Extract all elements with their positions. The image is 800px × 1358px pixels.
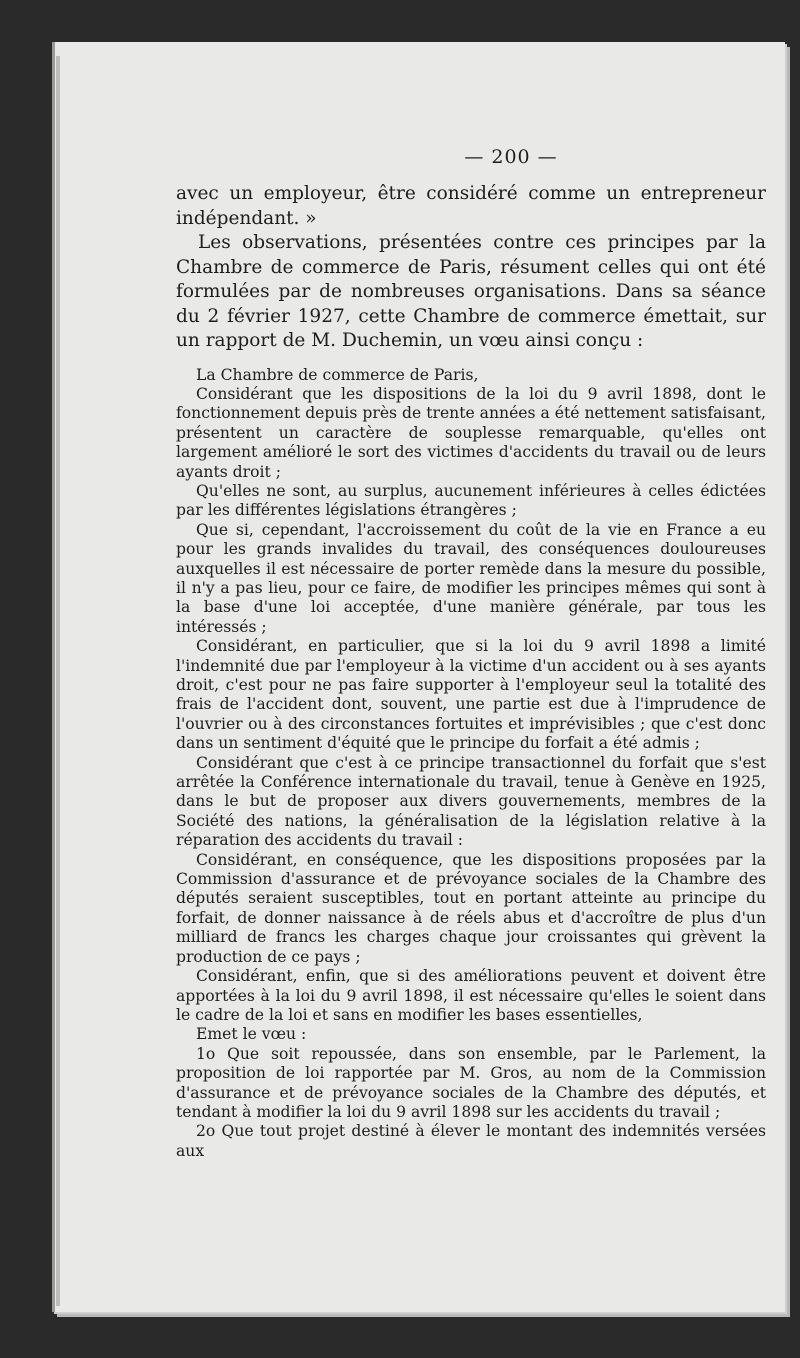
page-content: [176, 146, 766, 1161]
resolution-paragraph: 1o Que soit repoussée, dans son ensemble, par le Parlement, la proposition de loi rapportée par M. Gros, au nom de la Commission d'assurance et de prévoyance sociales de la Chambre des députés, et tendant à modifier la loi du 9 avril 1898 sur les accidents du travail ;: [176, 1044, 766, 1121]
resolution-paragraph: Considérant, enfin, que si des améliorations peuvent et doivent être apportées à la loi du 9 avril 1898, il est nécessaire qu'elles le soient dans le cadre de la loi et sans en modifier les bases essentielles,: [176, 967, 766, 1024]
intro-paragraph: avec un employeur, être considéré comme un entrepreneur indépendant. »: [176, 183, 766, 229]
resolution-paragraph: Emet le vœu :: [196, 1025, 307, 1044]
page-edge: [56, 56, 60, 1306]
resolution-paragraph: Considérant que c'est à ce principe transactionnel du forfait que s'est arrêtée la Conférence internationale du travail, tenue à Genève en 1925, dans le but de proposer aux divers gouvernements, membres de la Société des nations, la généralisation de la législation relative à la réparation des accidents du travail :: [176, 753, 766, 850]
resolution-text: [176, 366, 766, 1162]
resolution-paragraph: Qu'elles ne sont, au surplus, aucunement inférieures à celles édictées par les différentes législations étrangères ;: [176, 481, 766, 520]
page-number: — 200 —: [464, 146, 558, 168]
resolution-paragraph: La Chambre de commerce de Paris,: [196, 365, 479, 384]
intro-paragraph: Les observations, présentées contre ces principes par la Chambre de commerce de Paris, résument celles qui ont été formulées par de nombreuses organisations. Dans sa séance du 2 février 1927, cette Chambre de commerce émettait, sur un rapport de M. Duchemin, un vœu ainsi conçu :: [176, 232, 766, 351]
resolution-paragraph: Considérant, en conséquence, que les dispositions proposées par la Commission d'assurance et de prévoyance sociales de la Chambre des députés seraient susceptibles, tout en portant atteinte au principe du forfait, de donner naissance à de réels abus et d'accroître de plus d'un milliard de francs les charges chaque jour croissantes qui grèvent la production de ce pays ;: [176, 850, 766, 966]
resolution-paragraph: Considérant que les dispositions de la loi du 9 avril 1898, dont le fonctionnement depuis près de trente années a été nettement satisfaisant, présentent un caractère de souplesse remarquable, qu'elles ont largement amélioré le sort des victimes d'accidents du travail ou de leurs ayants droit ;: [176, 384, 766, 481]
resolution-paragraph: Considérant, en particulier, que si la loi du 9 avril 1898 a limité l'indemnité due par l'employeur à la victime d'un accident ou à ses ayants droit, c'est pour ne pas faire supporter à l'employeur seul la totalité des frais de l'accident dont, souvent, une partie est due à l'imprudence de l'ouvrier ou à des circonstances fortuites et imprévisibles ; que c'est donc dans un sentiment d'équité que le principe du forfait a été admis ;: [176, 637, 766, 753]
resolution-paragraph: Que si, cependant, l'accroissement du coût de la vie en France a eu pour les grands invalides du travail, des conséquences douloureuses auxquelles il est nécessaire de porter remède dans la mesure du possible, il n'y a pas lieu, pour ce faire, de modifier les principes mêmes qui sont à la base d'une loi acceptée, d'une manière générale, par tous les intéressés ;: [176, 520, 766, 636]
resolution-paragraph: 2o Que tout projet destiné à élever le montant des indemnités versées aux: [176, 1122, 766, 1160]
intro-text: [176, 182, 766, 354]
